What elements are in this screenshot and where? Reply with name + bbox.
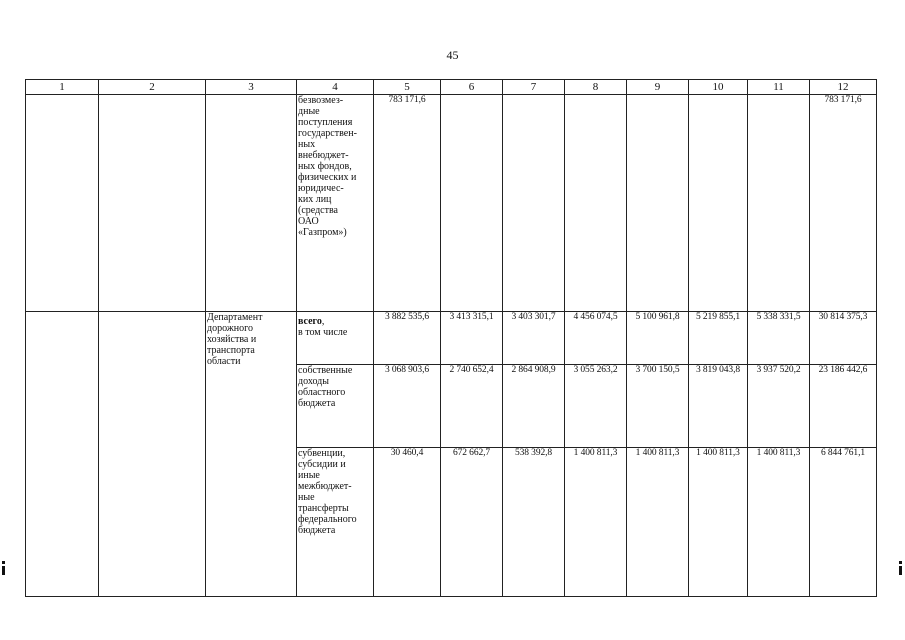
value-cell: 4 456 074,5: [565, 312, 627, 365]
table-cell: [99, 95, 206, 312]
scan-edge-mark: [2, 561, 5, 575]
department-name: Департамент дорожного хозяйства и транспорта области: [206, 312, 297, 597]
column-number: 1: [26, 80, 99, 95]
value-cell: 5 219 855,1: [689, 312, 748, 365]
column-number: 6: [441, 80, 503, 95]
value-cell: [689, 95, 748, 312]
value-cell: 3 937 520,2: [748, 365, 810, 448]
value-cell: 1 400 811,3: [748, 448, 810, 597]
funding-source-label: собственные доходы областного бюджета: [297, 365, 374, 448]
table-cell: [206, 95, 297, 312]
funding-source-label: субвенции, субсидии и иные межбюджет- ные трансферты федерального бюджета: [297, 448, 374, 597]
value-cell: 783 171,6: [374, 95, 441, 312]
value-cell: 30 460,4: [374, 448, 441, 597]
column-number: 8: [565, 80, 627, 95]
column-number-row: [26, 80, 877, 95]
value-cell: 538 392,8: [503, 448, 565, 597]
value-cell: 3 413 315,1: [441, 312, 503, 365]
column-number: 2: [99, 80, 206, 95]
column-number: 9: [627, 80, 689, 95]
column-number: 5: [374, 80, 441, 95]
table-cell: [99, 312, 206, 597]
value-cell: [441, 95, 503, 312]
value-cell: 2 740 652,4: [441, 365, 503, 448]
value-cell: 1 400 811,3: [627, 448, 689, 597]
total-label-suffix: , в том числе: [298, 316, 348, 338]
value-cell: 5 100 961,8: [627, 312, 689, 365]
value-cell: 3 882 535,6: [374, 312, 441, 365]
page-number: 45: [446, 48, 459, 62]
value-cell: 3 819 043,8: [689, 365, 748, 448]
funding-source-label: [297, 312, 374, 365]
scan-edge-mark: [899, 561, 902, 575]
table-cell: [26, 312, 99, 597]
value-cell: 30 814 375,3: [810, 312, 877, 365]
value-cell: 3 055 263,2: [565, 365, 627, 448]
value-cell: [627, 95, 689, 312]
column-number: 11: [748, 80, 810, 95]
value-cell: 672 662,7: [441, 448, 503, 597]
value-cell: 3 403 301,7: [503, 312, 565, 365]
table-cell: [26, 95, 99, 312]
value-cell: 3 068 903,6: [374, 365, 441, 448]
value-cell: [503, 95, 565, 312]
column-number: 4: [297, 80, 374, 95]
value-cell: 5 338 331,5: [748, 312, 810, 365]
column-number: 12: [810, 80, 877, 95]
column-number: 3: [206, 80, 297, 95]
value-cell: 1 400 811,3: [565, 448, 627, 597]
budget-table: [25, 79, 877, 597]
value-cell: 2 864 908,9: [503, 365, 565, 448]
value-cell: 6 844 761,1: [810, 448, 877, 597]
value-cell: [748, 95, 810, 312]
funding-source-label: безвозмез- дные поступления государствен- ных внебюджет- ных фондов, физических и юридичес- ких лиц (средства ОАО «Газпром»): [297, 95, 374, 312]
total-label: всего: [298, 316, 322, 327]
table-row: [26, 312, 877, 365]
value-cell: 1 400 811,3: [689, 448, 748, 597]
value-cell: [565, 95, 627, 312]
table-row: [26, 95, 877, 312]
value-cell: 23 186 442,6: [810, 365, 877, 448]
value-cell: 783 171,6: [810, 95, 877, 312]
column-number: 7: [503, 80, 565, 95]
value-cell: 3 700 150,5: [627, 365, 689, 448]
column-number: 10: [689, 80, 748, 95]
